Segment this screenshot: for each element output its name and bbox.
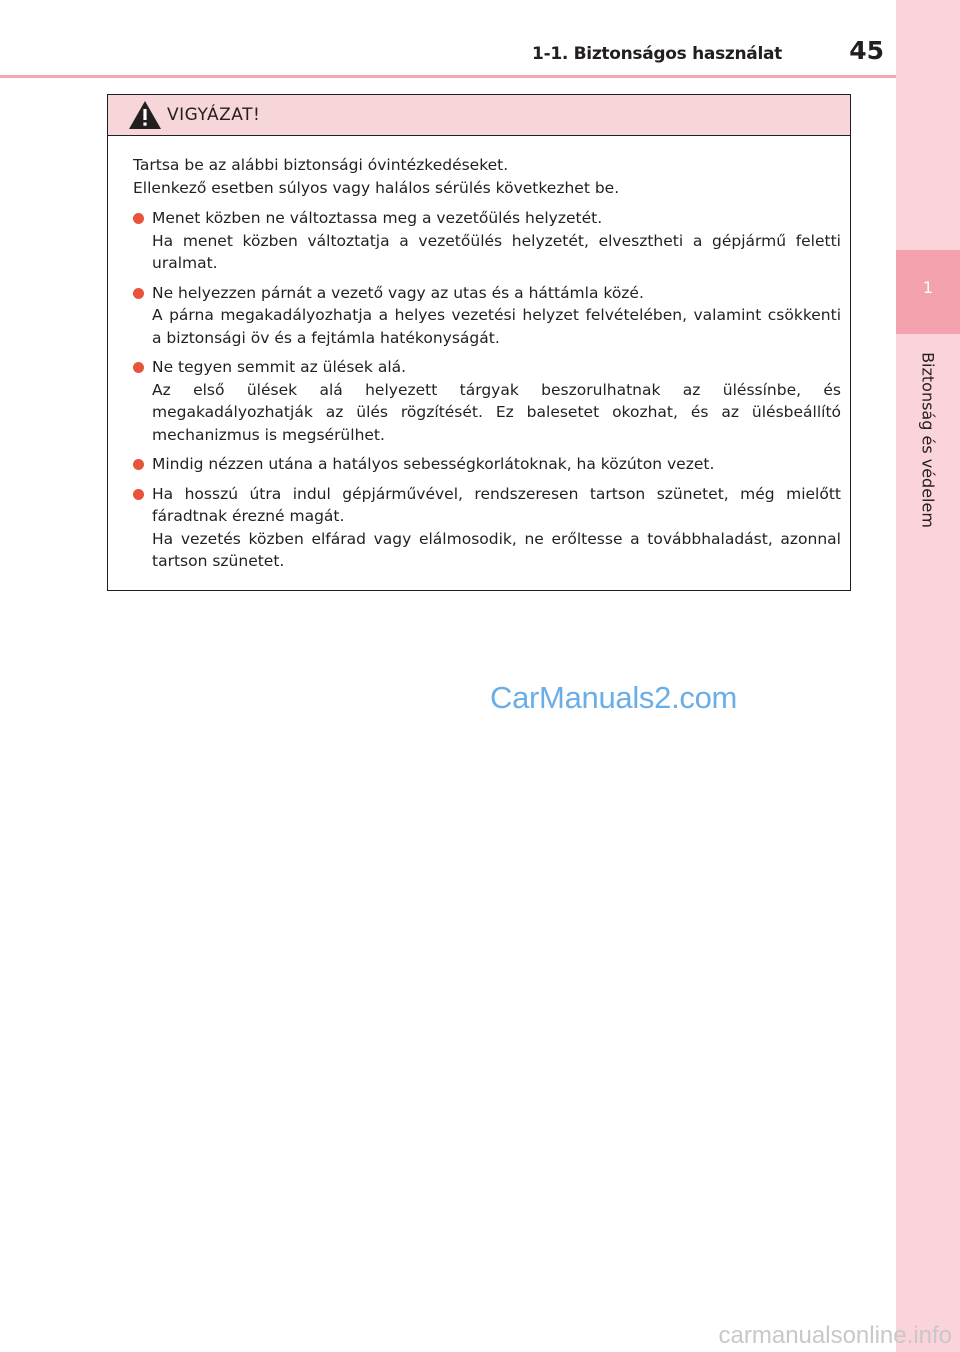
bullet-headline: Ne helyezzen párnát a vezető vagy az utas és a háttámla közé. [152, 283, 644, 302]
bullet-detail: Ha vezetés közben elfárad vagy elálmosodik, ne erőltesse a továbbhaladást, azonnal tartson szünetet. [152, 529, 841, 570]
section-title: 1-1. Biztonságos használat [532, 44, 782, 64]
bullet-dot-icon [133, 362, 144, 373]
warning-header [108, 95, 850, 136]
warning-box [107, 94, 851, 591]
intro-line: Ellenkező esetben súlyos vagy halálos sérülés következhet be. [133, 178, 620, 197]
warning-bullet [133, 453, 841, 476]
bullet-headline: Ha hosszú útra indul gépjárművével, rendszeresen tartson szünetet, még mielőtt fáradtnak érezné magát. [152, 484, 841, 525]
bullet-detail: Ha menet közben változtatja a vezetőülés helyzetét, elvesztheti a gépjármű feletti uralmat. [152, 231, 841, 272]
bullet-dot-icon [133, 288, 144, 299]
chapter-label: Biztonság és védelem [918, 352, 938, 528]
warning-bullet [133, 207, 841, 275]
intro-line: Tartsa be az alábbi biztonsági óvintézkedéseket. [133, 156, 509, 174]
warning-triangle-icon [128, 100, 162, 130]
watermark-footer: carmanualsonline.info [718, 1322, 952, 1349]
page-number: 45 [849, 36, 884, 65]
bullet-headline: Menet közben ne változtassa meg a vezetőülés helyzetét. [152, 209, 603, 227]
chapter-number: 1 [922, 278, 934, 297]
bullet-detail: Az első ülések alá helyezett tárgyak beszorulhatnak az üléssínbe, és megakadályozhatják az ülés rögzítését. Ez balesetet okozhat, és az ülésbeállító mechanizmus is megsérülhet. [152, 380, 841, 444]
bullet-dot-icon [133, 489, 144, 500]
bullet-dot-icon [133, 459, 144, 470]
warning-body [108, 136, 850, 573]
warning-bullet [133, 483, 841, 573]
bullet-headline: Mindig nézzen utána a hatályos sebességkorlátoknak, ha közúton vezet. [152, 455, 715, 473]
bullet-dot-icon [133, 213, 144, 224]
warning-bullet [133, 356, 841, 446]
warning-bullet [133, 282, 841, 350]
side-strip [896, 0, 960, 1352]
bullet-detail: A párna megakadályozhatja a helyes vezetési helyzet felvételében, valamint csökkenti a biztonsági öv és a fejtámla hatékonyságát. [152, 306, 841, 347]
bullet-headline: Ne tegyen semmit az ülések alá. [152, 358, 407, 376]
header-rule [0, 75, 896, 78]
watermark-carmanuals2: CarManuals2.com [490, 680, 738, 715]
warning-title: VIGYÁZAT! [167, 105, 261, 125]
warning-intro [133, 154, 841, 199]
chapter-tab [896, 250, 960, 334]
